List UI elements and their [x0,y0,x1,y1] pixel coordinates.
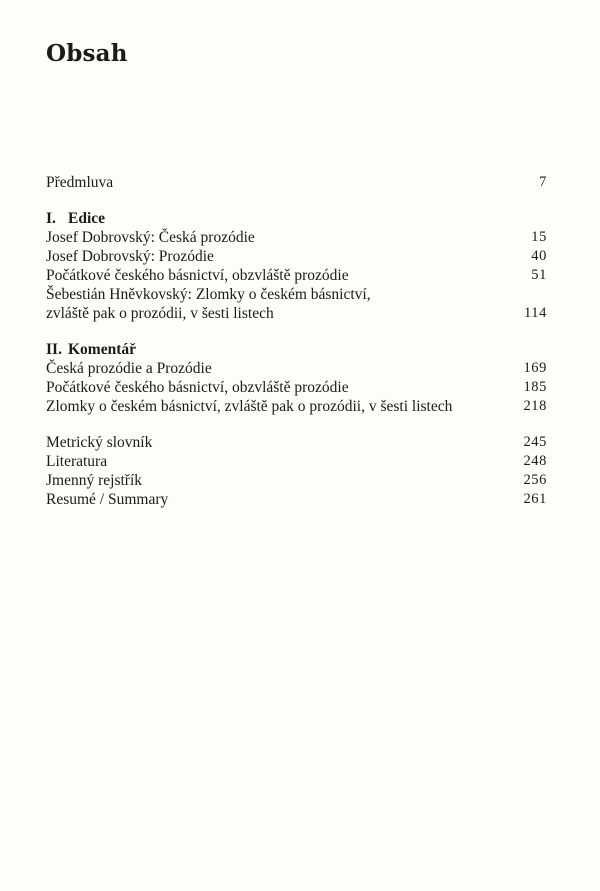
toc-entry-page: 248 [523,453,547,469]
toc-entry-label: Josef Dobrovský: Česká prozódie [46,229,255,246]
section-numeral: II. [46,341,62,358]
toc-entry-label: Jmenný rejstřík [46,472,142,489]
toc-entry-label: Metrický slovník [46,434,153,451]
toc-entry-label: Resumé / Summary [46,491,169,508]
toc-entry [46,490,547,509]
page-title: Obsah [46,40,128,67]
toc-entry-label: Literatura [46,453,108,470]
toc-entry-page: 7 [539,174,547,190]
section-title: Komentář [68,341,137,358]
toc-entry [46,304,547,323]
toc-entry [46,397,547,416]
toc-entry-page: 114 [523,305,547,321]
toc-entry [46,228,547,247]
section-heading-part-1 [46,209,105,228]
toc-entry [46,378,547,397]
toc-entry-label: zvláště pak o prozódii, v šesti listech [46,305,274,322]
toc-entry [46,359,547,378]
toc-entry-page: 185 [523,379,547,395]
toc-entry-label: Šebestián Hněvkovský: Zlomky o českém básnictví, [46,286,371,303]
section-numeral: I. [46,210,56,227]
toc-entry-page: 256 [523,472,547,488]
toc-entry-label: Zlomky o českém básnictví, zvláště pak o prozódii, v šesti listech [46,398,453,415]
toc-entry [46,433,547,452]
toc-entry-page: 169 [523,360,547,376]
toc-entry-preface [46,173,547,192]
toc-entry [46,285,547,304]
toc-entry [46,266,547,285]
toc-entry-page: 218 [523,398,547,414]
section-title: Edice [68,210,106,227]
toc-entry [46,247,547,266]
toc-entry-label: Josef Dobrovský: Prozódie [46,248,214,265]
toc-entry-label: Česká prozódie a Prozódie [46,360,212,377]
toc-entry-page: 15 [531,229,547,245]
section-heading-part-2 [46,340,136,359]
table-of-contents [46,0,547,891]
toc-entry-page: 51 [531,267,547,283]
toc-entry-label: Předmluva [46,174,114,191]
toc-entry-page: 245 [523,434,547,450]
toc-entry-label: Počátkové českého básnictví, obzvláště prozódie [46,379,349,396]
toc-entry-label: Počátkové českého básnictví, obzvláště prozódie [46,267,349,284]
toc-entry-page: 40 [531,248,547,264]
toc-entry-page: 261 [523,491,547,507]
toc-entry [46,452,547,471]
toc-entry [46,471,547,490]
